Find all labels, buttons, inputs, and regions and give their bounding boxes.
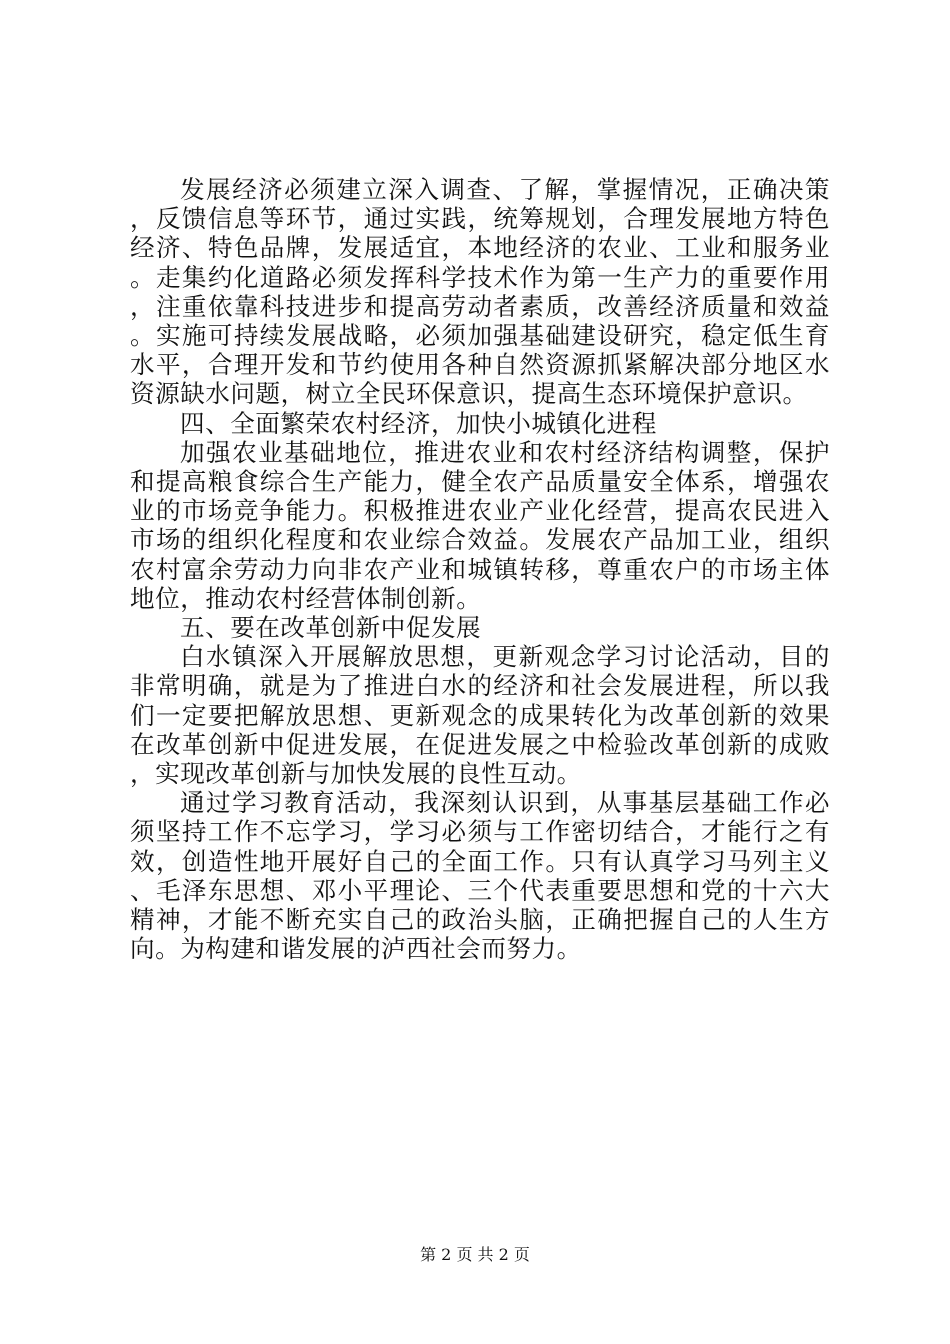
document-body: [130, 175, 830, 963]
paragraph-economic-development: 发展经济必须建立深入调查、了解，掌握情况，正确决策，反馈信息等环节，通过实践，统筹规划，合理发展地方特色经济、特色品牌，发展适宜，本地经济的农业、工业和服务业。走集约化道路必须发挥科学技术作为第一生产力的重要作用，注重依靠科技进步和提高劳动者素质，改善经济质量和效益。实施可持续发展战略，必须加强基础建设研究，稳定低生育水平，合理开发和节约使用各种自然资源抓紧解决部分地区水资源缺水问题，树立全民环保意识，提高生态环境保护意识。: [130, 175, 830, 409]
paragraph-reform-innovation: 白水镇深入开展解放思想，更新观念学习讨论活动，目的非常明确，就是为了推进白水的经济和社会发展进程，所以我们一定要把解放思想、更新观念的成果转化为改革创新的效果在改革创新中促进发展，在促进发展之中检验改革创新的成败，实现改革创新与加快发展的良性互动。: [130, 642, 830, 789]
page-number-footer: 第 2 页 共 2 页: [420, 1245, 530, 1264]
section-heading-five: 五、要在改革创新中促发展: [180, 613, 482, 643]
paragraph-agriculture: 加强农业基础地位，推进农业和农村经济结构调整，保护和提高粮食综合生产能力，健全农产品质量安全体系，增强农业的市场竞争能力。积极推进农业产业化经营，提高农民进入市场的组织化程度和农业综合效益。发展农产品加工业，组织农村富余劳动力向非农产业和城镇转移，尊重农户的市场主体地位，推动农村经营体制创新。: [130, 437, 830, 613]
paragraph-conclusion: 通过学习教育活动，我深刻认识到，从事基层基础工作必须坚持工作不忘学习，学习必须与工作密切结合，才能行之有效，创造性地开展好自己的全面工作。只有认真学习马列主义、毛泽东思想、邓小平理论、三个代表重要思想和党的十六大精神，才能不断充实自己的政治头脑，正确把握自己的人生方向。为构建和谐发展的泸西社会而努力。: [130, 788, 830, 964]
section-heading-four: 四、全面繁荣农村经济，加快小城镇化进程: [180, 408, 657, 438]
